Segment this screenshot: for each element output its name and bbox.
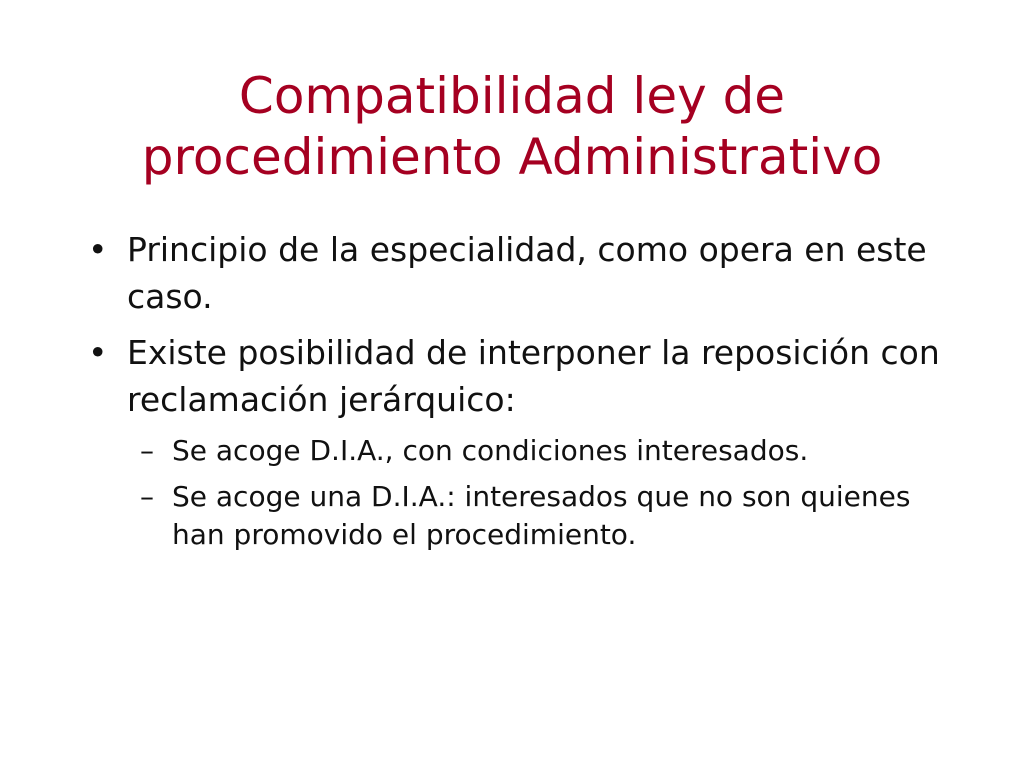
bullet-text: Principio de la especialidad, como opera en este caso. [127, 230, 927, 316]
bullet-icon: • [88, 333, 108, 372]
bullet-icon: • [88, 230, 108, 269]
dash-icon: – [140, 480, 154, 513]
sub-bullet-text: Se acoge una D.I.A.: interesados que no son quienes han promovido el procedimiento. [172, 480, 911, 551]
bullet-text: Existe posibilidad de interponer la reposición con reclamación jerárquico: [127, 333, 940, 419]
bullet-list [0, 226, 1024, 562]
bullet-item [0, 226, 1024, 320]
sub-bullet-group [0, 432, 1024, 554]
sub-bullet-list [0, 432, 1024, 554]
bullet-item [0, 329, 1024, 423]
sub-bullet-item [0, 432, 1024, 470]
sub-bullet-text: Se acoge D.I.A., con condiciones interesados. [172, 434, 809, 467]
dash-icon: – [140, 434, 154, 467]
sub-bullet-item [0, 478, 1024, 554]
slide-title: Compatibilidad ley de procedimiento Administrativo [141, 67, 883, 186]
